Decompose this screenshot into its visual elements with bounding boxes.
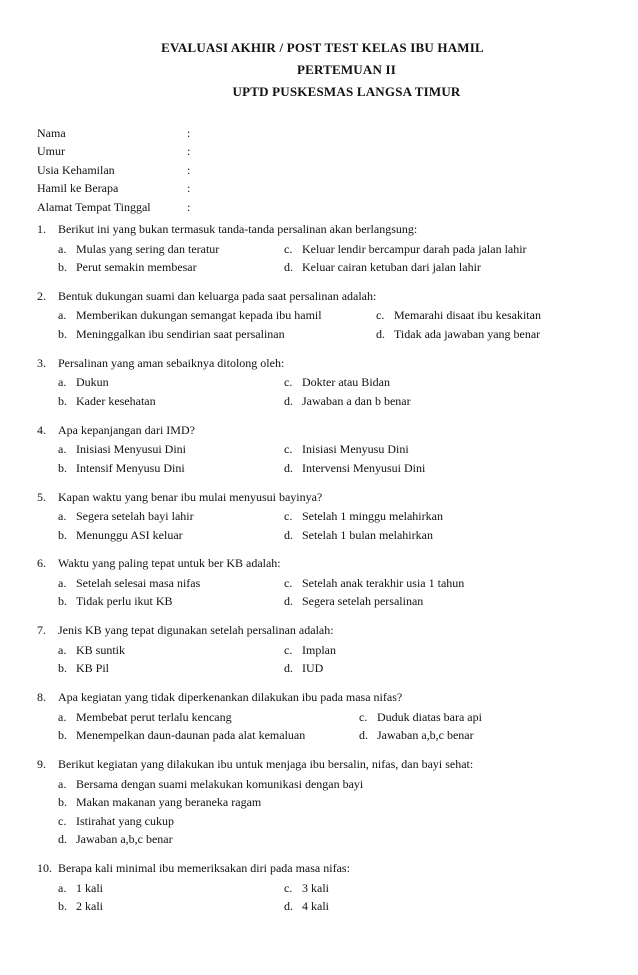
identity-colon: :: [187, 126, 191, 140]
question-number: 3.: [37, 355, 46, 370]
question-item: [37, 755, 607, 849]
question-line: [37, 755, 607, 775]
option-letter: a.: [58, 442, 67, 457]
answer-option[interactable]: [284, 373, 390, 392]
identity-label: Alamat Tempat Tinggal: [37, 199, 151, 214]
option-text: 3 kali: [302, 880, 329, 895]
answer-option[interactable]: [58, 879, 103, 898]
question-text: Waktu yang paling tepat untuk ber KB adalah:: [58, 556, 281, 571]
option-letter: c.: [284, 375, 293, 390]
option-text: 2 kali: [76, 899, 103, 914]
option-row: [37, 726, 607, 745]
option-letter: a.: [58, 241, 67, 256]
answer-option[interactable]: [284, 258, 481, 277]
answer-option[interactable]: [58, 775, 363, 794]
option-text: KB suntik: [76, 642, 126, 657]
option-text: Inisiasi Menyusu Dini: [302, 442, 409, 457]
option-letter: a.: [58, 575, 67, 590]
answer-option[interactable]: [58, 325, 285, 344]
option-row: [37, 879, 607, 898]
option-row: [37, 775, 607, 794]
question-item: [37, 621, 607, 678]
option-letter: a.: [58, 509, 67, 524]
option-letter: c.: [284, 442, 293, 457]
option-letter: a.: [58, 642, 67, 657]
option-letter: c.: [284, 880, 293, 895]
option-letter: d.: [284, 260, 293, 274]
option-text: Jawaban a dan b benar: [302, 393, 411, 408]
answer-option[interactable]: [58, 507, 194, 526]
option-letter: a.: [58, 776, 67, 791]
question-text: Berikut kegiatan yang dilakukan ibu untuk menjaga ibu bersalin, nifas, dan bayi sehat:: [58, 757, 474, 772]
option-text: Setelah 1 minggu melahirkan: [302, 509, 443, 524]
option-row: [37, 258, 607, 277]
option-row: [37, 507, 607, 526]
option-letter: b.: [58, 661, 67, 676]
option-row: [37, 897, 607, 916]
answer-option[interactable]: [58, 306, 322, 325]
identity-section: [37, 124, 597, 216]
question-number: 9.: [37, 757, 46, 772]
identity-label: Umur: [37, 144, 65, 159]
answer-option[interactable]: [58, 258, 197, 277]
document-header: [0, 37, 638, 103]
question-item: [37, 287, 607, 344]
answer-option[interactable]: [58, 641, 125, 660]
option-letter: c.: [284, 642, 293, 657]
option-row: [37, 240, 607, 259]
answer-option[interactable]: [58, 574, 200, 593]
question-number: 6.: [37, 556, 46, 571]
option-text: Mulas yang sering dan teratur: [76, 241, 220, 256]
answer-option[interactable]: [284, 507, 443, 526]
option-row: [37, 440, 607, 459]
identity-colon: :: [187, 199, 191, 214]
option-text: Istirahat yang cukup: [76, 813, 174, 828]
answer-option[interactable]: [284, 440, 409, 459]
question-item: [37, 488, 607, 545]
option-letter: b.: [58, 527, 67, 542]
question-line: [37, 488, 607, 508]
identity-colon: :: [187, 181, 191, 196]
option-letter: d.: [359, 728, 368, 743]
question-line: [37, 688, 607, 708]
identity-row: [37, 179, 597, 197]
option-letter: d.: [58, 832, 67, 847]
option-letter: c.: [284, 241, 293, 256]
option-letter: d.: [376, 326, 385, 341]
option-text: Membebat perut terlalu kencang: [76, 709, 232, 724]
option-text: Memarahi disaat ibu kesakitan: [394, 308, 541, 323]
option-letter: c.: [58, 813, 67, 828]
answer-option[interactable]: [58, 526, 183, 545]
answer-option[interactable]: [58, 793, 261, 812]
answer-option[interactable]: [284, 897, 329, 916]
option-text: Makan makanan yang beraneka ragam: [76, 795, 262, 810]
option-text: Keluar cairan ketuban dari jalan lahir: [302, 260, 481, 274]
option-letter: d.: [284, 899, 293, 914]
answer-option[interactable]: [284, 459, 425, 478]
answer-option[interactable]: [284, 574, 464, 593]
option-letter: a.: [58, 375, 67, 390]
option-row: [37, 592, 607, 611]
option-text: KB Pil: [76, 661, 110, 676]
question-text: Apa kegiatan yang tidak diperkenankan dilakukan ibu pada masa nifas?: [58, 690, 403, 705]
option-row: [37, 830, 607, 849]
answer-option[interactable]: [58, 830, 173, 849]
option-text: Dokter atau Bidan: [302, 375, 390, 390]
option-row: [37, 306, 607, 325]
answer-option[interactable]: [284, 526, 433, 545]
question-line: [37, 354, 607, 374]
option-letter: a.: [58, 308, 67, 323]
answer-option[interactable]: [359, 708, 482, 727]
option-text: 4 kali: [302, 899, 329, 914]
option-text: Inisiasi Menyusui Dini: [76, 442, 186, 457]
option-letter: d.: [284, 393, 293, 408]
identity-row: [37, 161, 597, 179]
answer-option[interactable]: [284, 641, 336, 660]
option-text: Segera setelah bayi lahir: [76, 509, 194, 524]
option-text: Intervensi Menyusui Dini: [302, 460, 426, 475]
question-line: [37, 220, 607, 240]
option-row: [37, 641, 607, 660]
option-letter: b.: [58, 460, 67, 475]
question-line: [37, 421, 607, 441]
option-letter: b.: [58, 326, 67, 341]
question-number: 7.: [37, 623, 46, 638]
option-text: Jawaban a,b,c benar: [76, 832, 173, 847]
question-item: [37, 688, 607, 745]
question-line: [37, 859, 607, 879]
answer-option[interactable]: [58, 897, 103, 916]
answer-option[interactable]: [284, 592, 423, 611]
question-item: [37, 859, 607, 916]
answer-option[interactable]: [376, 325, 540, 344]
option-letter: c.: [284, 575, 293, 590]
option-text: Bersama dengan suami melakukan komunikasi dengan bayi: [76, 776, 364, 791]
option-letter: c.: [284, 509, 293, 524]
option-text: 1 kali: [76, 880, 103, 895]
option-letter: b.: [58, 728, 67, 743]
option-text: Tidak perlu ikut KB: [76, 594, 173, 609]
option-letter: d.: [284, 460, 293, 475]
answer-option[interactable]: [376, 306, 541, 325]
question-line: [37, 621, 607, 641]
question-number: 10.: [37, 861, 52, 876]
answer-option[interactable]: [284, 240, 527, 259]
question-text: Berapa kali minimal ibu memeriksakan diri pada masa nifas:: [58, 861, 350, 876]
identity-row: [37, 124, 597, 142]
answer-option[interactable]: [58, 373, 109, 392]
option-letter: d.: [284, 527, 293, 542]
answer-option[interactable]: [359, 726, 474, 745]
answer-option[interactable]: [58, 440, 186, 459]
option-row: [37, 526, 607, 545]
question-text: Apa kepanjangan dari IMD?: [58, 422, 195, 437]
question-item: [37, 554, 607, 611]
option-text: Kader kesehatan: [76, 393, 156, 408]
option-row: [37, 574, 607, 593]
option-text: Segera setelah persalinan: [302, 594, 424, 609]
answer-option[interactable]: [58, 392, 156, 411]
option-row: [37, 708, 607, 727]
question-text: Berikut ini yang bukan termasuk tanda-tanda persalinan akan berlangsung:: [58, 222, 418, 236]
option-letter: a.: [58, 880, 67, 895]
option-text: Memberikan dukungan semangat kepada ibu hamil: [76, 308, 322, 323]
answer-option[interactable]: [58, 240, 219, 259]
option-row: [37, 659, 607, 678]
header-meeting: PERTEMUAN II: [296, 62, 397, 77]
option-letter: d.: [284, 594, 293, 609]
option-row: [37, 373, 607, 392]
answer-option[interactable]: [284, 659, 323, 678]
option-letter: c.: [359, 709, 368, 724]
identity-row: [37, 142, 597, 160]
option-row: [37, 459, 607, 478]
option-row: [37, 392, 607, 411]
header-title: EVALUASI AKHIR / POST TEST KELAS IBU HAMIL: [161, 40, 484, 55]
option-row: [37, 793, 607, 812]
question-number: 1.: [37, 222, 46, 236]
identity-label: Usia Kehamilan: [37, 162, 115, 177]
question-list: [37, 220, 607, 926]
question-item: [37, 220, 607, 277]
option-text: Menunggu ASI keluar: [76, 527, 183, 542]
option-text: Intensif Menyusu Dini: [76, 460, 185, 475]
answer-option[interactable]: [58, 459, 185, 478]
answer-option[interactable]: [58, 659, 109, 678]
option-text: Jawaban a,b,c benar: [377, 728, 474, 743]
answer-option[interactable]: [284, 879, 329, 898]
option-letter: b.: [58, 899, 67, 914]
question-item: [37, 354, 607, 411]
answer-option[interactable]: [58, 708, 232, 727]
option-letter: a.: [58, 709, 67, 724]
identity-colon: :: [187, 162, 191, 177]
question-line: [37, 287, 607, 307]
option-text: IUD: [302, 661, 324, 676]
option-letter: b.: [58, 260, 67, 274]
option-text: Menempelkan daun-daunan pada alat kemaluan: [76, 728, 306, 743]
option-letter: b.: [58, 393, 67, 408]
answer-option[interactable]: [58, 812, 174, 831]
question-text: Jenis KB yang tepat digunakan setelah persalinan adalah:: [58, 623, 334, 638]
option-text: Perut semakin membesar: [76, 260, 197, 274]
option-text: Implan: [302, 642, 336, 657]
header-institution: UPTD PUSKESMAS LANGSA TIMUR: [232, 84, 461, 99]
identity-label: Hamil ke Berapa: [37, 181, 119, 196]
question-text: Kapan waktu yang benar ibu mulai menyusui bayinya?: [58, 489, 323, 504]
question-number: 8.: [37, 690, 46, 705]
identity-colon: :: [187, 144, 191, 159]
question-number: 5.: [37, 489, 46, 504]
option-letter: b.: [58, 594, 67, 609]
option-text: Keluar lendir bercampur darah pada jalan lahir: [302, 241, 527, 256]
option-text: Duduk diatas bara api: [377, 709, 482, 724]
question-line: [37, 554, 607, 574]
option-letter: d.: [284, 661, 293, 676]
answer-option[interactable]: [284, 392, 411, 411]
option-row: [37, 812, 607, 831]
question-text: Persalinan yang aman sebaiknya ditolong oleh:: [58, 355, 285, 370]
question-item: [37, 421, 607, 478]
option-letter: b.: [58, 795, 67, 810]
question-number: 2.: [37, 288, 46, 303]
option-row: [37, 325, 607, 344]
identity-label: Nama: [37, 126, 66, 140]
option-text: Dukun: [76, 375, 109, 390]
answer-option[interactable]: [58, 592, 173, 611]
question-number: 4.: [37, 422, 46, 437]
question-text: Bentuk dukungan suami dan keluarga pada saat persalinan adalah:: [58, 288, 377, 303]
answer-option[interactable]: [58, 726, 305, 745]
option-text: Setelah anak terakhir usia 1 tahun: [302, 575, 465, 590]
option-text: Meninggalkan ibu sendirian saat persalinan: [76, 326, 285, 341]
option-letter: c.: [376, 308, 385, 323]
identity-row: [37, 198, 597, 216]
option-text: Tidak ada jawaban yang benar: [394, 326, 541, 341]
option-text: Setelah selesai masa nifas: [76, 575, 201, 590]
option-text: Setelah 1 bulan melahirkan: [302, 527, 433, 542]
